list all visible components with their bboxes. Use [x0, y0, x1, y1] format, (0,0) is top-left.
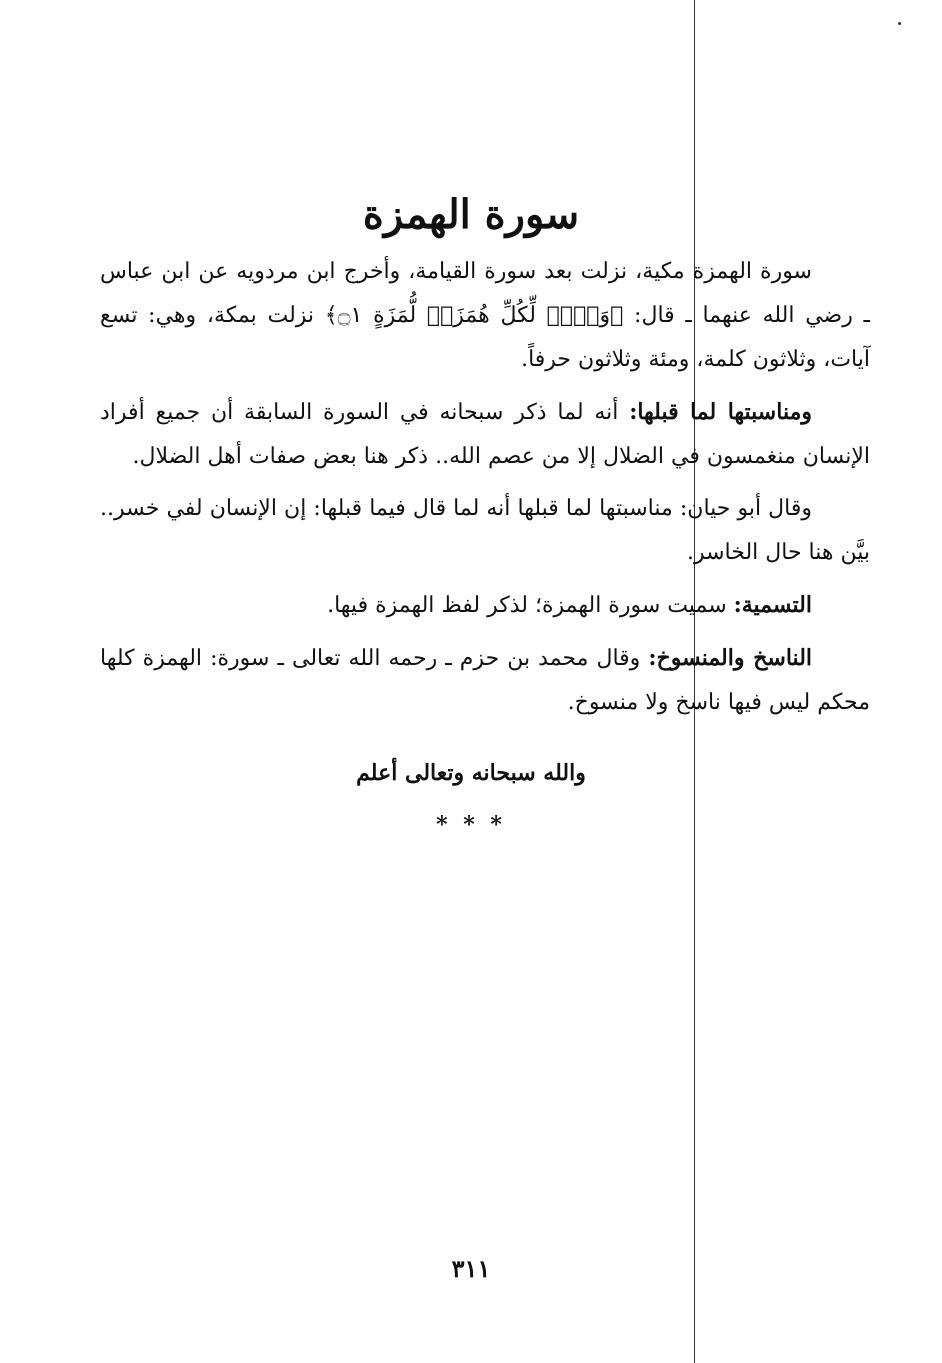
relevance-heading: ومناسبتها لما قبلها:: [629, 399, 812, 425]
section-separator: * * *: [436, 812, 506, 838]
abrogation-text: وقال محمد بن حزم ـ رحمه الله تعالى ـ سورة: الهمزة كلها محكم ليس فيها ناسخ ولا منسوخ.: [100, 646, 870, 715]
page-title: سورة الهمزة: [362, 190, 580, 238]
relevance-text: أنه لما ذكر سبحانه في السورة السابقة أن جميع أفراد الإنسان منغمسون في الضلال إلا من عصم الله.. ذكر هنا بعض صفات أهل الضلال.: [100, 400, 870, 469]
naming-paragraph: [100, 583, 870, 628]
intro-paragraph: [100, 250, 870, 382]
intro-text-start: سورة الهمزة مكية، نزلت بعد سورة القيامة، وأخرج ابن مردويه عن ابن عباس ـ رضي الله عنهما ـ قال:: [100, 259, 870, 328]
abu-hayyan-text: وقال أبو حيان: مناسبتها لما قبلها أنه لما قال فيما قبلها: إن الإنسان لفي خسر.. بيَّن هنا حال الخاسر.: [100, 496, 870, 565]
abrogation-heading: الناسخ والمنسوخ:: [648, 645, 813, 671]
intro-text-end: نزلت بمكة، وهي: تسع آيات، وثلاثون كلمة، ومئة وثلاثون حرفاً.: [100, 303, 870, 372]
naming-heading: التسمية:: [733, 592, 812, 618]
closing-phrase: والله سبحانه وتعالى أعلم: [356, 760, 586, 786]
scan-speck: [898, 22, 901, 25]
relevance-paragraph: [100, 390, 870, 479]
abu-hayyan-paragraph: [100, 487, 870, 575]
page-number: ٣١١: [451, 1254, 491, 1283]
abrogation-paragraph: [100, 636, 870, 725]
naming-text: سميت سورة الهمزة؛ لذكر لفظ الهمزة فيها.: [327, 593, 734, 618]
page-body: [100, 250, 870, 733]
quran-verse: ﴿وَيۡلٞ لِّكُلِّ هُمَزَةٖ لُّمَزَةٍ ۝١﴾: [324, 303, 624, 328]
